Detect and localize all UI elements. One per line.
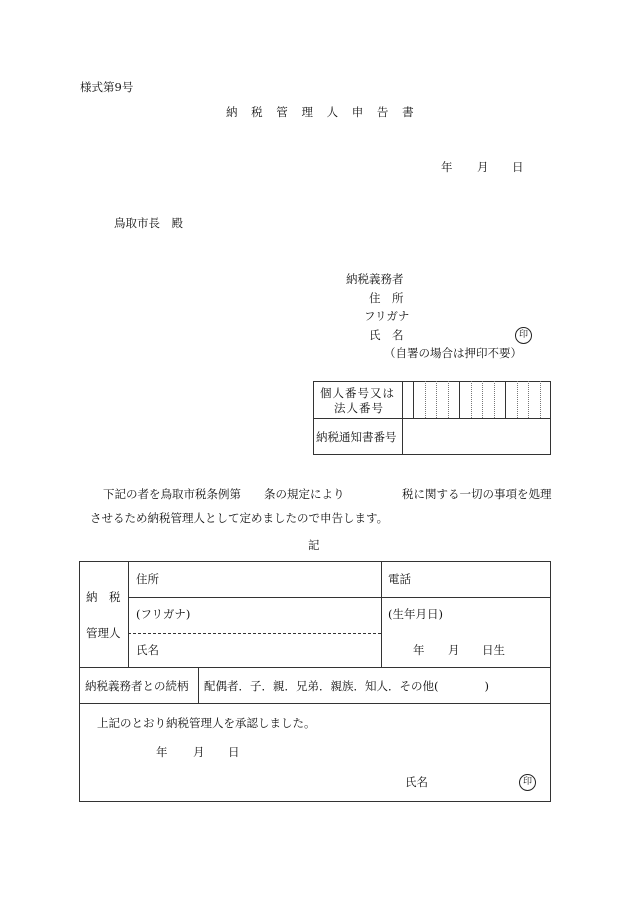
digit-cell-divider bbox=[459, 381, 460, 418]
seal-note: （自署の場合は押印不要） bbox=[384, 346, 522, 360]
taxpayer-heading: 納税義務者 bbox=[346, 272, 404, 286]
personal-number-label-2: 法人番号 bbox=[334, 401, 384, 415]
digit-cell-divider bbox=[436, 381, 437, 418]
birthdate-label: (生年月日) bbox=[388, 607, 443, 621]
approval-text: 上記のとおり納税管理人を承認しました。 bbox=[97, 716, 316, 730]
name-label: 氏名 bbox=[136, 643, 159, 657]
digit-cell-divider bbox=[517, 381, 518, 418]
birth-year: 年 bbox=[413, 643, 425, 657]
digit-cell-divider bbox=[540, 381, 541, 418]
address-label: 住所 bbox=[136, 572, 159, 586]
body-line-2: させるため納税管理人として定めましたので申告します。 bbox=[90, 511, 389, 525]
birth-month: 月 bbox=[448, 643, 460, 657]
approval-month: 月 bbox=[193, 745, 205, 759]
ki-heading: 記 bbox=[308, 538, 320, 552]
digit-cell-divider bbox=[448, 381, 449, 418]
seal-icon: 印 bbox=[515, 327, 532, 344]
taxpayer-name-label: 氏 名 bbox=[369, 328, 404, 342]
birth-day: 日生 bbox=[482, 643, 505, 657]
body-line-1: 下記の者を鳥取市税条例第 条の規定により 税に関する一切の事項を処理 bbox=[103, 487, 552, 501]
personal-number-label: 個人番号又は bbox=[320, 386, 395, 400]
approval-seal-icon: 印 bbox=[519, 774, 536, 791]
date-year: 年 bbox=[441, 160, 453, 174]
form-number: 様式第9号 bbox=[80, 80, 134, 94]
manager-label-2: 管理人 bbox=[86, 626, 121, 640]
page-title: 納 税 管 理 人 申 告 書 bbox=[226, 105, 415, 119]
approval-day: 日 bbox=[228, 745, 240, 759]
notice-number-field[interactable] bbox=[403, 419, 550, 454]
phone-label: 電話 bbox=[388, 572, 411, 586]
relation-label: 納税義務者との続柄 bbox=[85, 679, 189, 693]
digit-cell-divider bbox=[505, 381, 506, 418]
manager-label: 納 税 bbox=[86, 590, 121, 604]
date-day: 日 bbox=[512, 160, 524, 174]
furigana-label: (フリガナ) bbox=[136, 607, 191, 621]
digit-cell-divider bbox=[482, 381, 483, 418]
taxpayer-furigana-label: フリガナ bbox=[364, 309, 410, 323]
digit-cell-divider bbox=[471, 381, 472, 418]
digit-cell-divider bbox=[528, 381, 529, 418]
notice-number-label: 納税通知書番号 bbox=[316, 430, 397, 444]
date-month: 月 bbox=[477, 160, 489, 174]
digit-cell-divider bbox=[425, 381, 426, 418]
relation-options[interactable]: 配偶者．子．親．兄弟．親族．知人．その他( ) bbox=[204, 679, 489, 693]
approval-year: 年 bbox=[156, 745, 168, 759]
taxpayer-address-label: 住 所 bbox=[369, 291, 404, 305]
addressee: 鳥取市長 殿 bbox=[114, 216, 183, 230]
digit-cell-divider bbox=[413, 381, 414, 418]
digit-cell-divider bbox=[494, 381, 495, 418]
approval-name-label: 氏名 bbox=[405, 775, 428, 789]
